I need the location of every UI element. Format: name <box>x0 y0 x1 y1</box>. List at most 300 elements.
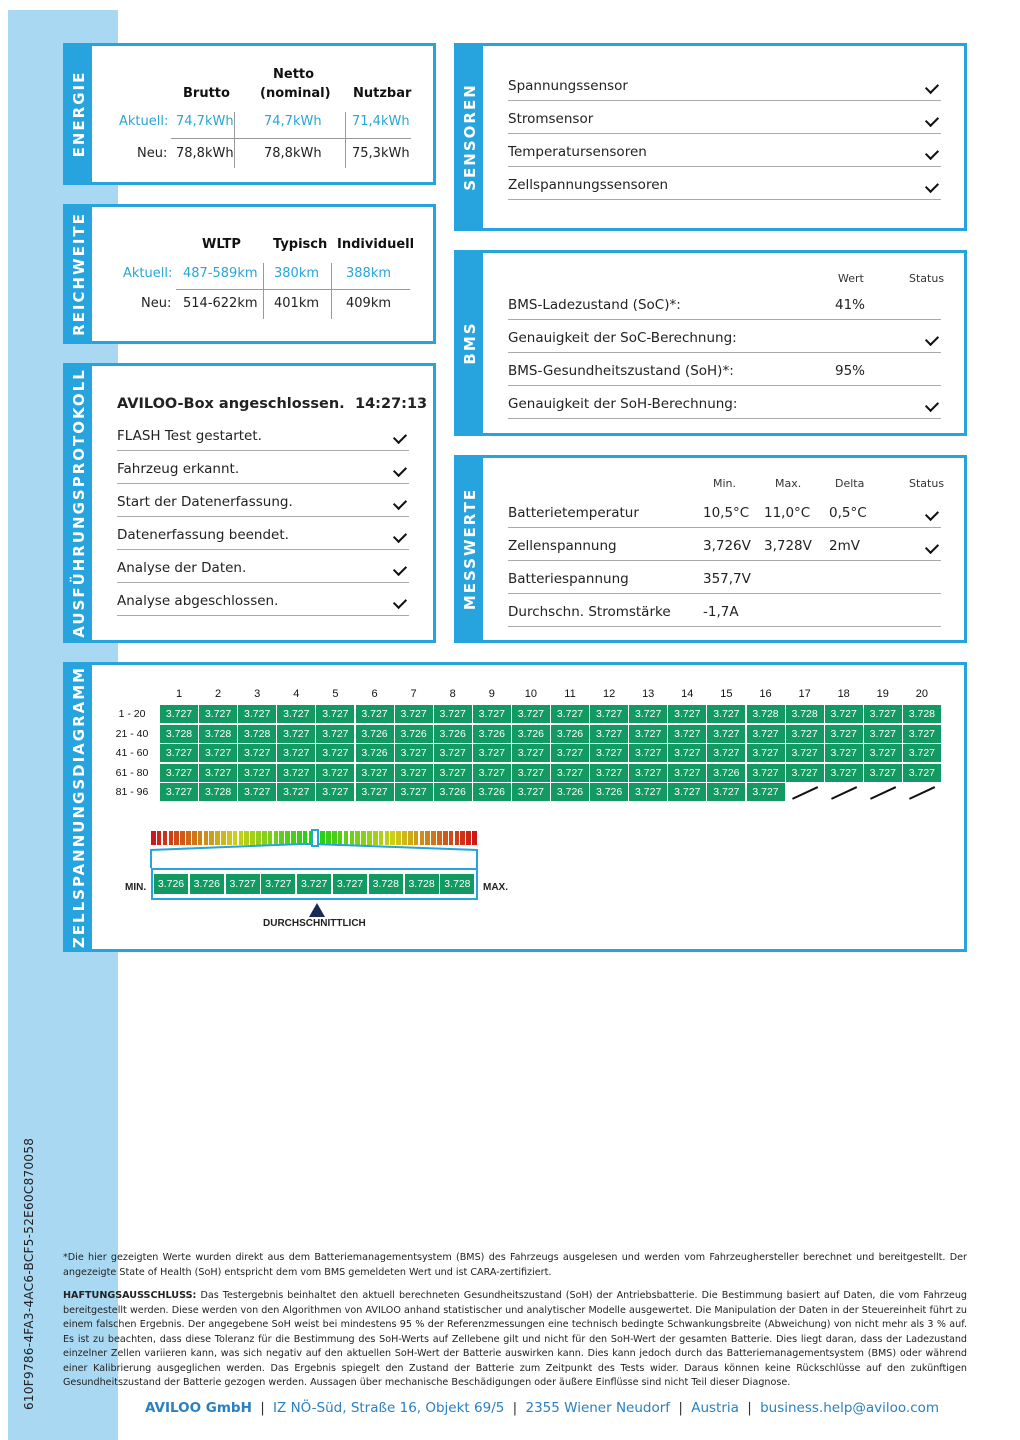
scale-segment <box>326 831 331 845</box>
protokoll-step: Analyse der Daten. <box>117 560 247 576</box>
scale-segment <box>297 831 302 845</box>
cell-column-number: 7 <box>410 688 417 700</box>
reichweite-neu-wltp: 514-622km <box>183 296 258 311</box>
cell-voltage: 3.727 <box>707 705 745 723</box>
cell-voltage: 3.727 <box>277 783 315 801</box>
cell-voltage: 3.727 <box>707 744 745 762</box>
scale-segment <box>256 831 261 845</box>
cell-voltage: 3.727 <box>512 744 550 762</box>
scale-segment <box>174 831 179 845</box>
sensor-item: Stromsensor <box>508 111 594 127</box>
scale-segment <box>274 831 279 845</box>
cell-column-number: 4 <box>293 688 300 700</box>
contact-line: AVILOO GmbH | IZ NÖ-Süd, Straße 16, Objekt 69/5 | 2355 Wiener Neudorf | Austria | business.help@aviloo.com <box>145 1400 940 1416</box>
cell-voltage: 3.726 <box>434 725 472 743</box>
cell-voltage: 3.727 <box>512 783 550 801</box>
scale-segment <box>420 831 425 845</box>
panel-energie <box>63 43 436 185</box>
cell-voltage: 3.727 <box>356 783 394 801</box>
cell-column-number: 18 <box>837 688 850 700</box>
cell-column-number: 12 <box>602 688 616 700</box>
empty-cell-slash <box>792 787 818 800</box>
cell-column-number: 6 <box>371 688 378 700</box>
cell-column-number: 8 <box>449 688 456 700</box>
cell-voltage: 3.727 <box>747 783 785 801</box>
scale-max-label: MAX. <box>483 882 508 893</box>
cell-column-number: 9 <box>488 688 495 700</box>
bms-row-label: BMS-Gesundheitszustand (SoH)*: <box>508 363 734 379</box>
sensor-item: Temperatursensoren <box>508 144 647 160</box>
cell-voltage: 3.727 <box>316 705 354 723</box>
bms-row-label: BMS-Ladezustand (SoC)*: <box>508 297 681 313</box>
cell-voltage: 3.727 <box>864 705 902 723</box>
scale-segment <box>425 831 430 845</box>
messwerte-title: MESSWERTE <box>461 487 479 611</box>
cell-voltage: 3.728 <box>786 705 824 723</box>
cell-column-number: 3 <box>254 688 261 700</box>
scale-segment <box>437 831 442 845</box>
cell-row-label: 61 - 80 <box>115 766 149 779</box>
check-icon <box>925 507 939 521</box>
cell-voltage: 3.728 <box>747 705 785 723</box>
energie-col-divider-2 <box>345 112 346 168</box>
scale-segment <box>244 831 249 845</box>
cell-column-number: 13 <box>642 688 655 700</box>
messwert-label: Zellenspannung <box>508 538 617 554</box>
cell-voltage: 3.727 <box>395 705 433 723</box>
cell-voltage: 3.727 <box>160 783 198 801</box>
energie-row-neu-label: Neu: <box>137 146 168 161</box>
cell-row-label: 21 - 40 <box>115 727 149 740</box>
scale-segment <box>332 831 337 845</box>
cell-voltage: 3.727 <box>668 783 706 801</box>
scale-segment <box>279 831 284 845</box>
cell-voltage: 3.727 <box>199 744 237 762</box>
cell-column-number: 1 <box>175 688 183 700</box>
zoom-cell-value: 3.727 <box>333 874 367 894</box>
sensor-divider <box>508 133 941 134</box>
zoom-cell-value: 3.727 <box>297 874 331 894</box>
messwerte-col-min: Min. <box>713 477 737 490</box>
cell-voltage: 3.727 <box>238 783 276 801</box>
scale-segment <box>215 831 220 845</box>
scale-segment <box>408 831 413 845</box>
scale-segment <box>320 831 325 845</box>
cell-voltage: 3.727 <box>512 705 550 723</box>
scale-segment <box>268 831 273 845</box>
energie-aktuell-nutzbar: 71,4kWh <box>352 114 410 129</box>
scale-segment <box>291 831 296 845</box>
cell-voltage: 3.727 <box>864 744 902 762</box>
scale-segment <box>414 831 419 845</box>
protokoll-step: Fahrzeug erkannt. <box>117 461 240 477</box>
cell-voltage: 3.727 <box>629 744 667 762</box>
scale-segment <box>285 831 290 845</box>
scale-segment <box>379 831 384 845</box>
disclaimer-text: Das Testergebnis beinhaltet den aktuell berechneten Gesundheitszustand (SoH) der Antriebsbatterie. Die Bestimmung basiert auf Daten, die vom Fahrzeug bereitgestellt werden. Diese werden von den Algorithmen von AVILOO anhand statistischer und analytischer Modelle ausgewertet. Die Manipulation der Daten in der Steuereinheit führt zu einem falschen Ergebnis. Der angegebene SoH weist bei mindestens 95 % der Referenzmessungen eine technisch bedingte Schwankungsbreite (Abweichung) von nicht mehr als 3 % auf. Es ist zu beachten, dass diese Toleranz für die Bestimmung des SoH-Werts auf Zellebene gilt und nicht für den SoH-Wert der gesamten Batterie. Dies liegt daran, dass der Ladezustand einzelner Zellen variieren kann, was sich negativ auf den aktuellen SoH-Wert der Batterie auswirken kann. Dies kann jedoch durch das Batteriemanagementsystem (BMS) oder während einer Kalibrierung ausgeglichen werden. Das Ergebnis spiegelt den Zustand der Batterie zum Zeitpunkt des Tests wider. Daraus können keine Rückschlüsse auf den zukünftigen Gesundheitszustand der Batterie gezogen werden. Aussagen über mechanische Beschädigungen oder äußere Einflüsse sind nicht Teil dieser Diagnose. <box>63 1290 967 1388</box>
messwert-label: Batteriespannung <box>508 571 629 587</box>
messwert-max: 3,728V <box>764 538 812 554</box>
check-icon <box>925 540 939 554</box>
reichweite-row-aktuell-label: Aktuell: <box>123 266 173 281</box>
energie-divider <box>171 138 411 139</box>
protokoll-step: Start der Datenerfassung. <box>117 494 293 510</box>
bms-divider <box>508 418 941 419</box>
cell-voltage: 3.726 <box>551 783 589 801</box>
messwerte-col-delta: Delta <box>835 477 865 490</box>
energie-aktuell-netto: 74,7kWh <box>264 114 322 129</box>
reichweite-title: REICHWEITE <box>70 212 88 336</box>
bms-col-wert: Wert <box>838 272 864 285</box>
scale-segment <box>227 831 232 845</box>
cell-voltage: 3.727 <box>590 705 628 723</box>
scale-segment <box>204 831 209 845</box>
scale-segment <box>192 831 197 845</box>
cell-voltage: 3.726 <box>434 783 472 801</box>
scale-segment <box>198 831 203 845</box>
bms-title: BMS <box>461 321 479 365</box>
cell-voltage: 3.727 <box>277 725 315 743</box>
scale-segment <box>338 831 343 845</box>
cell-column-number: 5 <box>332 688 339 700</box>
scale-segment <box>355 831 360 845</box>
cell-voltage: 3.727 <box>434 705 472 723</box>
cell-voltage: 3.726 <box>356 744 394 762</box>
energie-aktuell-brutto: 74,7kWh <box>176 114 234 129</box>
reichweite-tab <box>66 207 92 341</box>
check-icon <box>393 529 407 543</box>
cell-voltage: 3.728 <box>238 725 276 743</box>
cell-voltage: 3.727 <box>316 744 354 762</box>
document-id: 610F9786-4FA3-4AC6-BCF5-52E60C870058 <box>22 1137 36 1410</box>
scale-segment <box>385 831 390 845</box>
protokoll-step-divider <box>117 549 409 550</box>
cell-voltage: 3.727 <box>864 725 902 743</box>
energie-neu-netto: 78,8kWh <box>264 146 322 161</box>
messwerte-tab <box>457 458 483 640</box>
energie-header-netto-1: Netto <box>273 67 315 82</box>
cell-column-number: 14 <box>681 688 694 700</box>
cell-voltage: 3.727 <box>903 744 941 762</box>
protokoll-title: AUSFÜHRUNGSPROTOKOLL <box>70 368 88 638</box>
energie-row-aktuell-label: Aktuell: <box>119 114 169 129</box>
cell-voltage: 3.727 <box>395 783 433 801</box>
zoom-connector-lines <box>151 844 477 868</box>
protokoll-step-divider <box>117 582 409 583</box>
protokoll-time: 14:27:13 <box>355 396 428 412</box>
average-marker-icon <box>309 903 325 917</box>
cell-voltage: 3.727 <box>551 764 589 782</box>
scale-segment <box>221 831 226 845</box>
cell-voltage: 3.727 <box>668 744 706 762</box>
energie-tab <box>66 46 92 182</box>
cell-voltage: 3.727 <box>629 783 667 801</box>
messwert-delta: 0,5°C <box>829 505 867 521</box>
protokoll-step-divider <box>117 516 409 517</box>
cell-voltage: 3.727 <box>238 744 276 762</box>
panel-bms <box>454 250 967 436</box>
check-icon <box>393 496 407 510</box>
cell-voltage: 3.727 <box>864 764 902 782</box>
messwert-label: Durchschn. Stromstärke <box>508 604 671 620</box>
energie-title: ENERGIE <box>70 70 88 158</box>
bms-row-value: 95% <box>835 363 866 379</box>
cell-voltage: 3.727 <box>473 705 511 723</box>
bms-row-label: Genauigkeit der SoC-Berechnung: <box>508 330 737 346</box>
cell-voltage: 3.727 <box>786 764 824 782</box>
bms-col-status: Status <box>909 272 945 285</box>
zoom-cell-value: 3.728 <box>369 874 403 894</box>
disclaimer <box>63 1289 967 1391</box>
cell-voltage: 3.727 <box>551 705 589 723</box>
energie-neu-brutto: 78,8kWh <box>176 146 234 161</box>
scale-segment <box>350 831 355 845</box>
check-icon <box>925 179 939 193</box>
bms-tab <box>457 253 483 433</box>
zoom-cell-value: 3.727 <box>226 874 260 894</box>
scale-segment <box>239 831 244 845</box>
cell-voltage: 3.727 <box>356 764 394 782</box>
reichweite-aktuell-wltp: 487-589km <box>183 266 258 281</box>
messwerte-col-status: Status <box>909 477 945 490</box>
messwerte-col-max: Max. <box>775 477 802 490</box>
cell-voltage: 3.726 <box>356 725 394 743</box>
cell-voltage: 3.727 <box>199 705 237 723</box>
cell-voltage: 3.727 <box>668 764 706 782</box>
scale-segment <box>163 831 168 845</box>
scale-segment <box>344 831 349 845</box>
scale-segment <box>361 831 366 845</box>
energie-header-netto-2: (nominal) <box>260 86 331 101</box>
scale-segment <box>169 831 174 845</box>
scale-segment <box>157 831 162 845</box>
average-label: DURCHSCHNITTLICH <box>263 918 366 929</box>
scale-segment <box>262 831 267 845</box>
sensor-divider <box>508 166 941 167</box>
zoom-cell-value: 3.726 <box>190 874 224 894</box>
panel-zellspannung <box>63 662 967 952</box>
cell-voltage: 3.727 <box>551 744 589 762</box>
cell-voltage: 3.727 <box>707 783 745 801</box>
sensor-divider <box>508 199 941 200</box>
check-icon <box>393 595 407 609</box>
scale-segment <box>472 831 477 845</box>
cell-voltage: 3.727 <box>747 744 785 762</box>
check-icon <box>925 80 939 94</box>
cell-voltage: 3.727 <box>786 744 824 762</box>
cell-voltage: 3.727 <box>629 764 667 782</box>
energie-header-brutto: Brutto <box>183 86 230 101</box>
check-icon <box>393 463 407 477</box>
scale-segment <box>233 831 238 845</box>
cell-voltage: 3.727 <box>356 705 394 723</box>
scale-segment <box>431 831 436 845</box>
cell-voltage: 3.727 <box>825 744 863 762</box>
panel-sensoren <box>454 43 967 231</box>
sensoren-tab <box>457 46 483 228</box>
messwert-divider <box>508 560 941 561</box>
cell-voltage: 3.727 <box>316 764 354 782</box>
cell-voltage: 3.727 <box>160 764 198 782</box>
cell-column-number: 19 <box>876 688 889 700</box>
scale-segment <box>373 831 378 845</box>
cell-row-label: 41 - 60 <box>115 747 149 760</box>
cell-voltage: 3.726 <box>473 783 511 801</box>
contact-city: 2355 Wiener Neudorf <box>525 1400 671 1416</box>
cell-voltage: 3.727 <box>238 764 276 782</box>
cell-voltage: 3.727 <box>199 764 237 782</box>
sensor-item: Spannungssensor <box>508 78 628 94</box>
scale-segment <box>390 831 395 845</box>
cell-voltage: 3.727 <box>825 705 863 723</box>
messwert-divider <box>508 626 941 627</box>
cell-voltage: 3.728 <box>160 725 198 743</box>
footnote: *Die hier gezeigten Werte wurden direkt aus dem Batteriemanagementsystem (BMS) des Fahrzeugs ausgelesen und werden vom Fahrzeughersteller berechnet und bereitgestellt. Der angezeigte State of Health (SoH) entspricht dem vom BMS gemeldeten Wert und ist CARA-zertifiziert. <box>63 1252 967 1278</box>
bms-divider <box>508 352 941 353</box>
cell-voltage: 3.727 <box>590 764 628 782</box>
protokoll-step-divider <box>117 450 409 451</box>
zell-tab <box>66 665 92 949</box>
cell-voltage: 3.727 <box>903 725 941 743</box>
bms-divider <box>508 319 941 320</box>
cell-column-number: 11 <box>564 688 576 700</box>
zoom-cell-value: 3.728 <box>440 874 474 894</box>
zoom-cell-value: 3.726 <box>154 874 188 894</box>
reichweite-header-individuell: Individuell <box>337 237 415 252</box>
check-icon <box>393 562 407 576</box>
reichweite-aktuell-typisch: 380km <box>274 266 320 281</box>
cell-voltage: 3.727 <box>786 725 824 743</box>
reichweite-header-typisch: Typisch <box>273 237 328 252</box>
scale-segment <box>466 831 471 845</box>
scale-min-label: MIN. <box>125 882 147 893</box>
panel-messwerte <box>454 455 967 643</box>
scale-indicator <box>311 829 319 847</box>
empty-cell-slash <box>831 787 857 800</box>
messwert-min: 3,726V <box>703 538 751 554</box>
cell-voltage: 3.726 <box>707 764 745 782</box>
scale-segment <box>396 831 401 845</box>
bms-row-label: Genauigkeit der SoH-Berechnung: <box>508 396 738 412</box>
cell-column-number: 2 <box>215 688 222 700</box>
contact-email[interactable]: business.help@aviloo.com <box>760 1400 940 1416</box>
sensoren-title: SENSOREN <box>461 83 479 191</box>
cell-voltage: 3.727 <box>747 725 785 743</box>
cell-voltage: 3.726 <box>551 725 589 743</box>
cell-voltage: 3.728 <box>903 705 941 723</box>
reichweite-col-divider-2 <box>331 263 332 319</box>
scale-segment <box>250 831 255 845</box>
cell-voltage: 3.727 <box>277 764 315 782</box>
cell-voltage: 3.727 <box>160 744 198 762</box>
messwert-min: -1,7A <box>703 604 739 620</box>
cell-voltage: 3.727 <box>747 764 785 782</box>
check-icon <box>925 398 939 412</box>
reichweite-neu-individuell: 409km <box>346 296 392 311</box>
cell-voltage: 3.726 <box>590 783 628 801</box>
cell-voltage: 3.727 <box>277 705 315 723</box>
contact-address: IZ NÖ-Süd, Straße 16, Objekt 69/5 <box>273 1400 505 1416</box>
cell-voltage: 3.727 <box>668 705 706 723</box>
cell-voltage: 3.727 <box>512 764 550 782</box>
energie-header-nutzbar: Nutzbar <box>353 86 412 101</box>
reichweite-divider <box>176 289 410 290</box>
messwert-max: 11,0°C <box>764 505 811 521</box>
bms-divider <box>508 385 941 386</box>
scale-segment <box>455 831 460 845</box>
scale-segment <box>186 831 191 845</box>
scale-segment <box>303 831 308 845</box>
zoom-cell-value: 3.728 <box>405 874 439 894</box>
cell-voltage: 3.727 <box>668 725 706 743</box>
cell-voltage: 3.726 <box>512 725 550 743</box>
contact-company: AVILOO GmbH <box>145 1400 252 1416</box>
cell-voltage: 3.727 <box>590 744 628 762</box>
check-icon <box>925 113 939 127</box>
empty-cell-slash <box>909 787 935 800</box>
cell-voltage: 3.727 <box>707 725 745 743</box>
panel-protokoll <box>63 363 436 643</box>
cell-voltage: 3.727 <box>825 725 863 743</box>
cell-voltage: 3.727 <box>473 744 511 762</box>
cell-column-number: 15 <box>720 688 733 700</box>
energie-neu-nutzbar: 75,3kWh <box>352 146 410 161</box>
cell-voltage: 3.727 <box>316 783 354 801</box>
reichweite-row-neu-label: Neu: <box>141 296 172 311</box>
contact-country: Austria <box>691 1400 739 1416</box>
cell-row-label: 81 - 96 <box>115 786 149 799</box>
protokoll-step: Analyse abgeschlossen. <box>117 593 279 609</box>
messwert-label: Batterietemperatur <box>508 505 639 521</box>
sensor-item: Zellspannungssensoren <box>508 177 669 193</box>
cell-voltage: 3.727 <box>473 764 511 782</box>
cell-voltage: 3.727 <box>590 725 628 743</box>
cell-voltage: 3.727 <box>629 705 667 723</box>
cell-column-number: 10 <box>524 688 538 700</box>
reichweite-header-wltp: WLTP <box>202 237 241 252</box>
cell-voltage: 3.727 <box>160 705 198 723</box>
check-icon <box>925 332 939 346</box>
cell-voltage: 3.728 <box>199 783 237 801</box>
scale-segment <box>402 831 407 845</box>
protokoll-step-divider <box>117 483 409 484</box>
messwert-min: 10,5°C <box>703 505 750 521</box>
check-icon <box>393 430 407 444</box>
empty-cell-slash <box>870 787 896 800</box>
cell-column-number: 20 <box>915 688 929 700</box>
bms-row-value: 41% <box>835 297 866 313</box>
cell-voltage: 3.726 <box>395 725 433 743</box>
cell-voltage: 3.727 <box>903 764 941 782</box>
protokoll-step: FLASH Test gestartet. <box>117 428 262 444</box>
scale-segment <box>151 831 156 845</box>
scale-segment <box>180 831 185 845</box>
messwert-divider <box>508 527 941 528</box>
scale-segment <box>367 831 372 845</box>
sensor-divider <box>508 100 941 101</box>
cell-voltage: 3.727 <box>316 725 354 743</box>
reichweite-col-divider-1 <box>263 263 264 319</box>
protokoll-step: Datenerfassung beendet. <box>117 527 289 543</box>
reichweite-aktuell-individuell: 388km <box>346 266 392 281</box>
scale-segment <box>460 831 465 845</box>
protokoll-tab <box>66 366 92 640</box>
cell-voltage: 3.726 <box>473 725 511 743</box>
cell-voltage: 3.727 <box>395 744 433 762</box>
check-icon <box>925 146 939 160</box>
cell-voltage: 3.727 <box>395 764 433 782</box>
protokoll-step-divider <box>117 615 409 616</box>
